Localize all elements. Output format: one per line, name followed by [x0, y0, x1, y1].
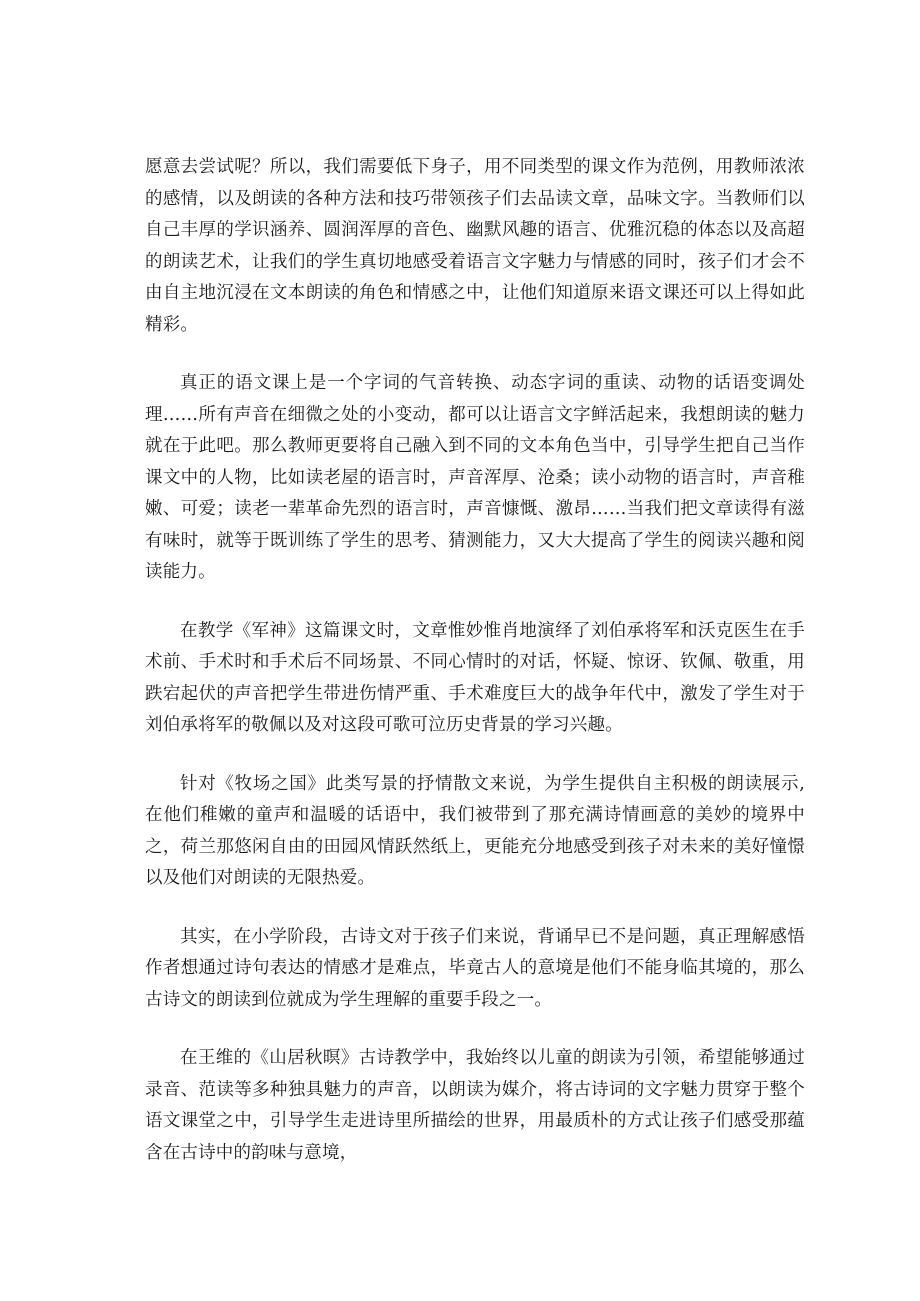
paragraph-gap [145, 341, 805, 368]
paragraph-6: 在王维的《山居秋暝》古诗教学中，我始终以儿童的朗读为引领，希望能够通过录音、范读等多种独具魅力的声音，以朗读为媒介，将古诗词的文字魅力贯穿于整个语文课堂之中，引导学生走进诗里所描绘的世界，用最质朴的方式让孩子们感受那蕴含在古诗中的韵味与意境， [145, 1048, 805, 1163]
paragraph-3: 在教学《军神》这篇课文时，文章惟妙惟肖地演绎了刘伯承将军和沃克医生在手术前、手术时和手术后不同场景、不同心情时的对话，怀疑、惊讶、钦佩、敬重，用跌宕起伏的声音把学生带进伤情严重、手术难度巨大的战争年代中，激发了学生对于刘伯承将军的敬佩以及对这段可歌可泣历史背景的学习兴趣。 [145, 620, 805, 735]
paragraph-gap [145, 1016, 805, 1043]
paragraph-gap [145, 895, 805, 922]
paragraph-gap [145, 742, 805, 769]
paragraph-1: 愿意去尝试呢？所以，我们需要低下身子，用不同类型的课文作为范例，用教师浓浓的感情，以及朗读的各种方法和技巧带领孩子们去品读文章，品味文字。当教师们以自己丰厚的学识涵养、圆润浑厚的音色、幽默风趣的语言、优雅沉稳的体态以及高超的朗读艺术，让我们的学生真切地感受着语言文字魅力与情感的同时，孩子们才会不由自主地沉浸在文本朗读的角色和情感之中，让他们知道原来语文课还可以上得如此精彩。 [145, 157, 805, 335]
document-body [145, 152, 805, 1169]
paragraph-5: 其实，在小学阶段，古诗文对于孩子们来说，背诵早已不是问题，真正理解感悟作者想通过诗句表达的情感才是难点，毕竟古人的意境是他们不能身临其境的，那么古诗文的朗读到位就成为学生理解的重要手段之一。 [145, 926, 805, 1010]
paragraph-4: 针对《牧场之国》此类写景的抒情散文来说，为学生提供自主积极的朗读展示,在他们稚嫩的童声和温暖的话语中，我们被带到了那充满诗情画意的美妙的境界中之，荷兰那悠闲自由的田园风情跃然纸上，更能充分地感受到孩子对未来的美好憧憬以及他们对朗读的无限热爱。 [145, 773, 805, 888]
paragraph-2: 真正的语文课上是一个字词的气音转换、动态字词的重读、动物的话语变调处理……所有声音在细微之处的小变动，都可以让语言文字鲜活起来，我想朗读的魅力就在于此吧。那么教师更要将自己融入到不同的文本角色当中，引导学生把自己当作课文中的人物，比如读老屋的语言时，声音浑厚、沧桑；读小动物的语言时，声音稚嫩、可爱；读老一辈革命先烈的语言时，声音慷慨、激昂……当我们把文章读得有滋有味时，就等于既训练了学生的思考、猜测能力，又大大提高了学生的阅读兴趣和阅读能力。 [145, 373, 805, 582]
paragraph-gap [145, 589, 805, 616]
